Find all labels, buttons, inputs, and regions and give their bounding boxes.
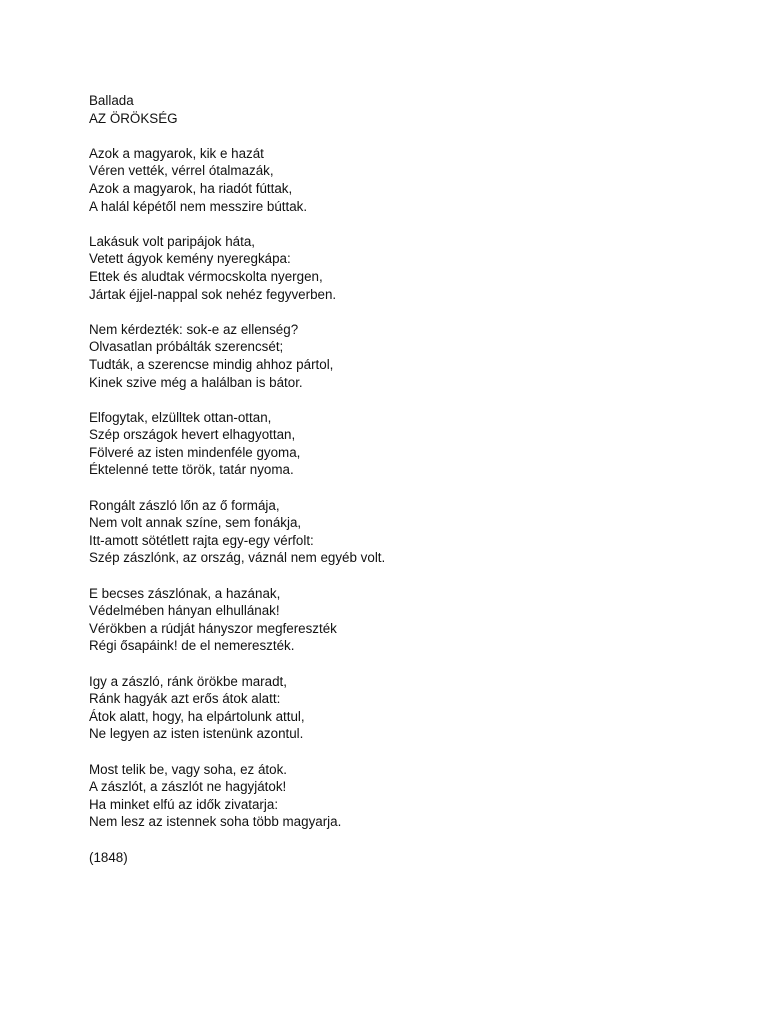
verse-line: Olvasatlan próbálták szerencsét; <box>89 339 284 355</box>
poem-heading <box>89 92 689 127</box>
verse-line: Átok alatt, hogy, ha elpártolunk attul, <box>89 708 305 724</box>
verse-line: E becses zászlónak, a hazának, <box>89 585 281 601</box>
verse-line: Vetett ágyok kemény nyeregkápa: <box>89 251 291 267</box>
verse-line: Ha minket elfú az idők zivatarja: <box>89 796 279 812</box>
verse-line: Kinek szive még a halálban is bátor. <box>89 374 303 390</box>
verse-line: Ettek és aludtak vérmocskolta nyergen, <box>89 268 323 284</box>
verse-line: Elfogytak, elzülltek ottan-ottan, <box>89 409 272 425</box>
stanza-7 <box>89 673 689 743</box>
verse-line: Nem lesz az istennek soha több magyarja. <box>89 814 342 830</box>
verse-line: Rongált zászló lőn az ő formája, <box>89 497 280 513</box>
verse-line: Vérökben a rúdját hányszor megfereszték <box>89 620 337 636</box>
verse-line: A halál képétől nem messzire búttak. <box>89 198 308 214</box>
verse-line: Szép országok hevert elhagyottan, <box>89 427 296 443</box>
verse-line: Most telik be, vagy soha, ez átok. <box>89 761 287 777</box>
verse-line: Régi ősapáink! de el nemereszték. <box>89 638 295 654</box>
verse-line: Igy a zászló, ránk örökbe maradt, <box>89 673 287 689</box>
verse-line: Szép zászlónk, az ország, váznál nem egyéb volt. <box>89 550 386 566</box>
verse-line: Itt-amott sötétlett rajta egy-egy vérfolt: <box>89 532 314 548</box>
stanza-2 <box>89 233 689 303</box>
verse-line: Véren vették, vérrel ótalmazák, <box>89 163 274 179</box>
poem-text <box>89 92 689 866</box>
stanza-1 <box>89 145 689 215</box>
verse-line: Ne legyen az isten istenünk azontul. <box>89 726 304 742</box>
poem-date: (1848) <box>89 849 128 865</box>
verse-line: Éktelenné tette török, tatár nyoma. <box>89 462 294 478</box>
verse-line: Nem kérdezték: sok-e az ellenség? <box>89 321 299 337</box>
stanza-3 <box>89 321 689 391</box>
verse-line: Azok a magyarok, kik e hazát <box>89 145 264 161</box>
verse-line: Fölveré az isten mindenféle gyoma, <box>89 444 301 460</box>
verse-line: Jártak éjjel-nappal sok nehéz fegyverben. <box>89 286 337 302</box>
verse-line: Nem volt annak színe, sem fonákja, <box>89 515 302 531</box>
stanza-5 <box>89 497 689 567</box>
poem-label: Ballada <box>89 93 134 108</box>
poem-title: AZ ÖRÖKSÉG <box>89 110 178 126</box>
verse-line: Azok a magyarok, ha riadót fúttak, <box>89 180 293 196</box>
verse-line: Tudták, a szerencse mindig ahhoz pártol, <box>89 356 334 372</box>
verse-line: Védelmében hányan elhullának! <box>89 603 280 619</box>
verse-line: A zászlót, a zászlót ne hagyjátok! <box>89 779 287 795</box>
stanza-8 <box>89 761 689 831</box>
poem-date-block <box>89 849 689 867</box>
stanza-4 <box>89 409 689 479</box>
verse-line: Lakásuk volt paripájok háta, <box>89 233 255 249</box>
verse-line: Ránk hagyák azt erős átok alatt: <box>89 691 281 707</box>
stanza-6 <box>89 585 689 655</box>
